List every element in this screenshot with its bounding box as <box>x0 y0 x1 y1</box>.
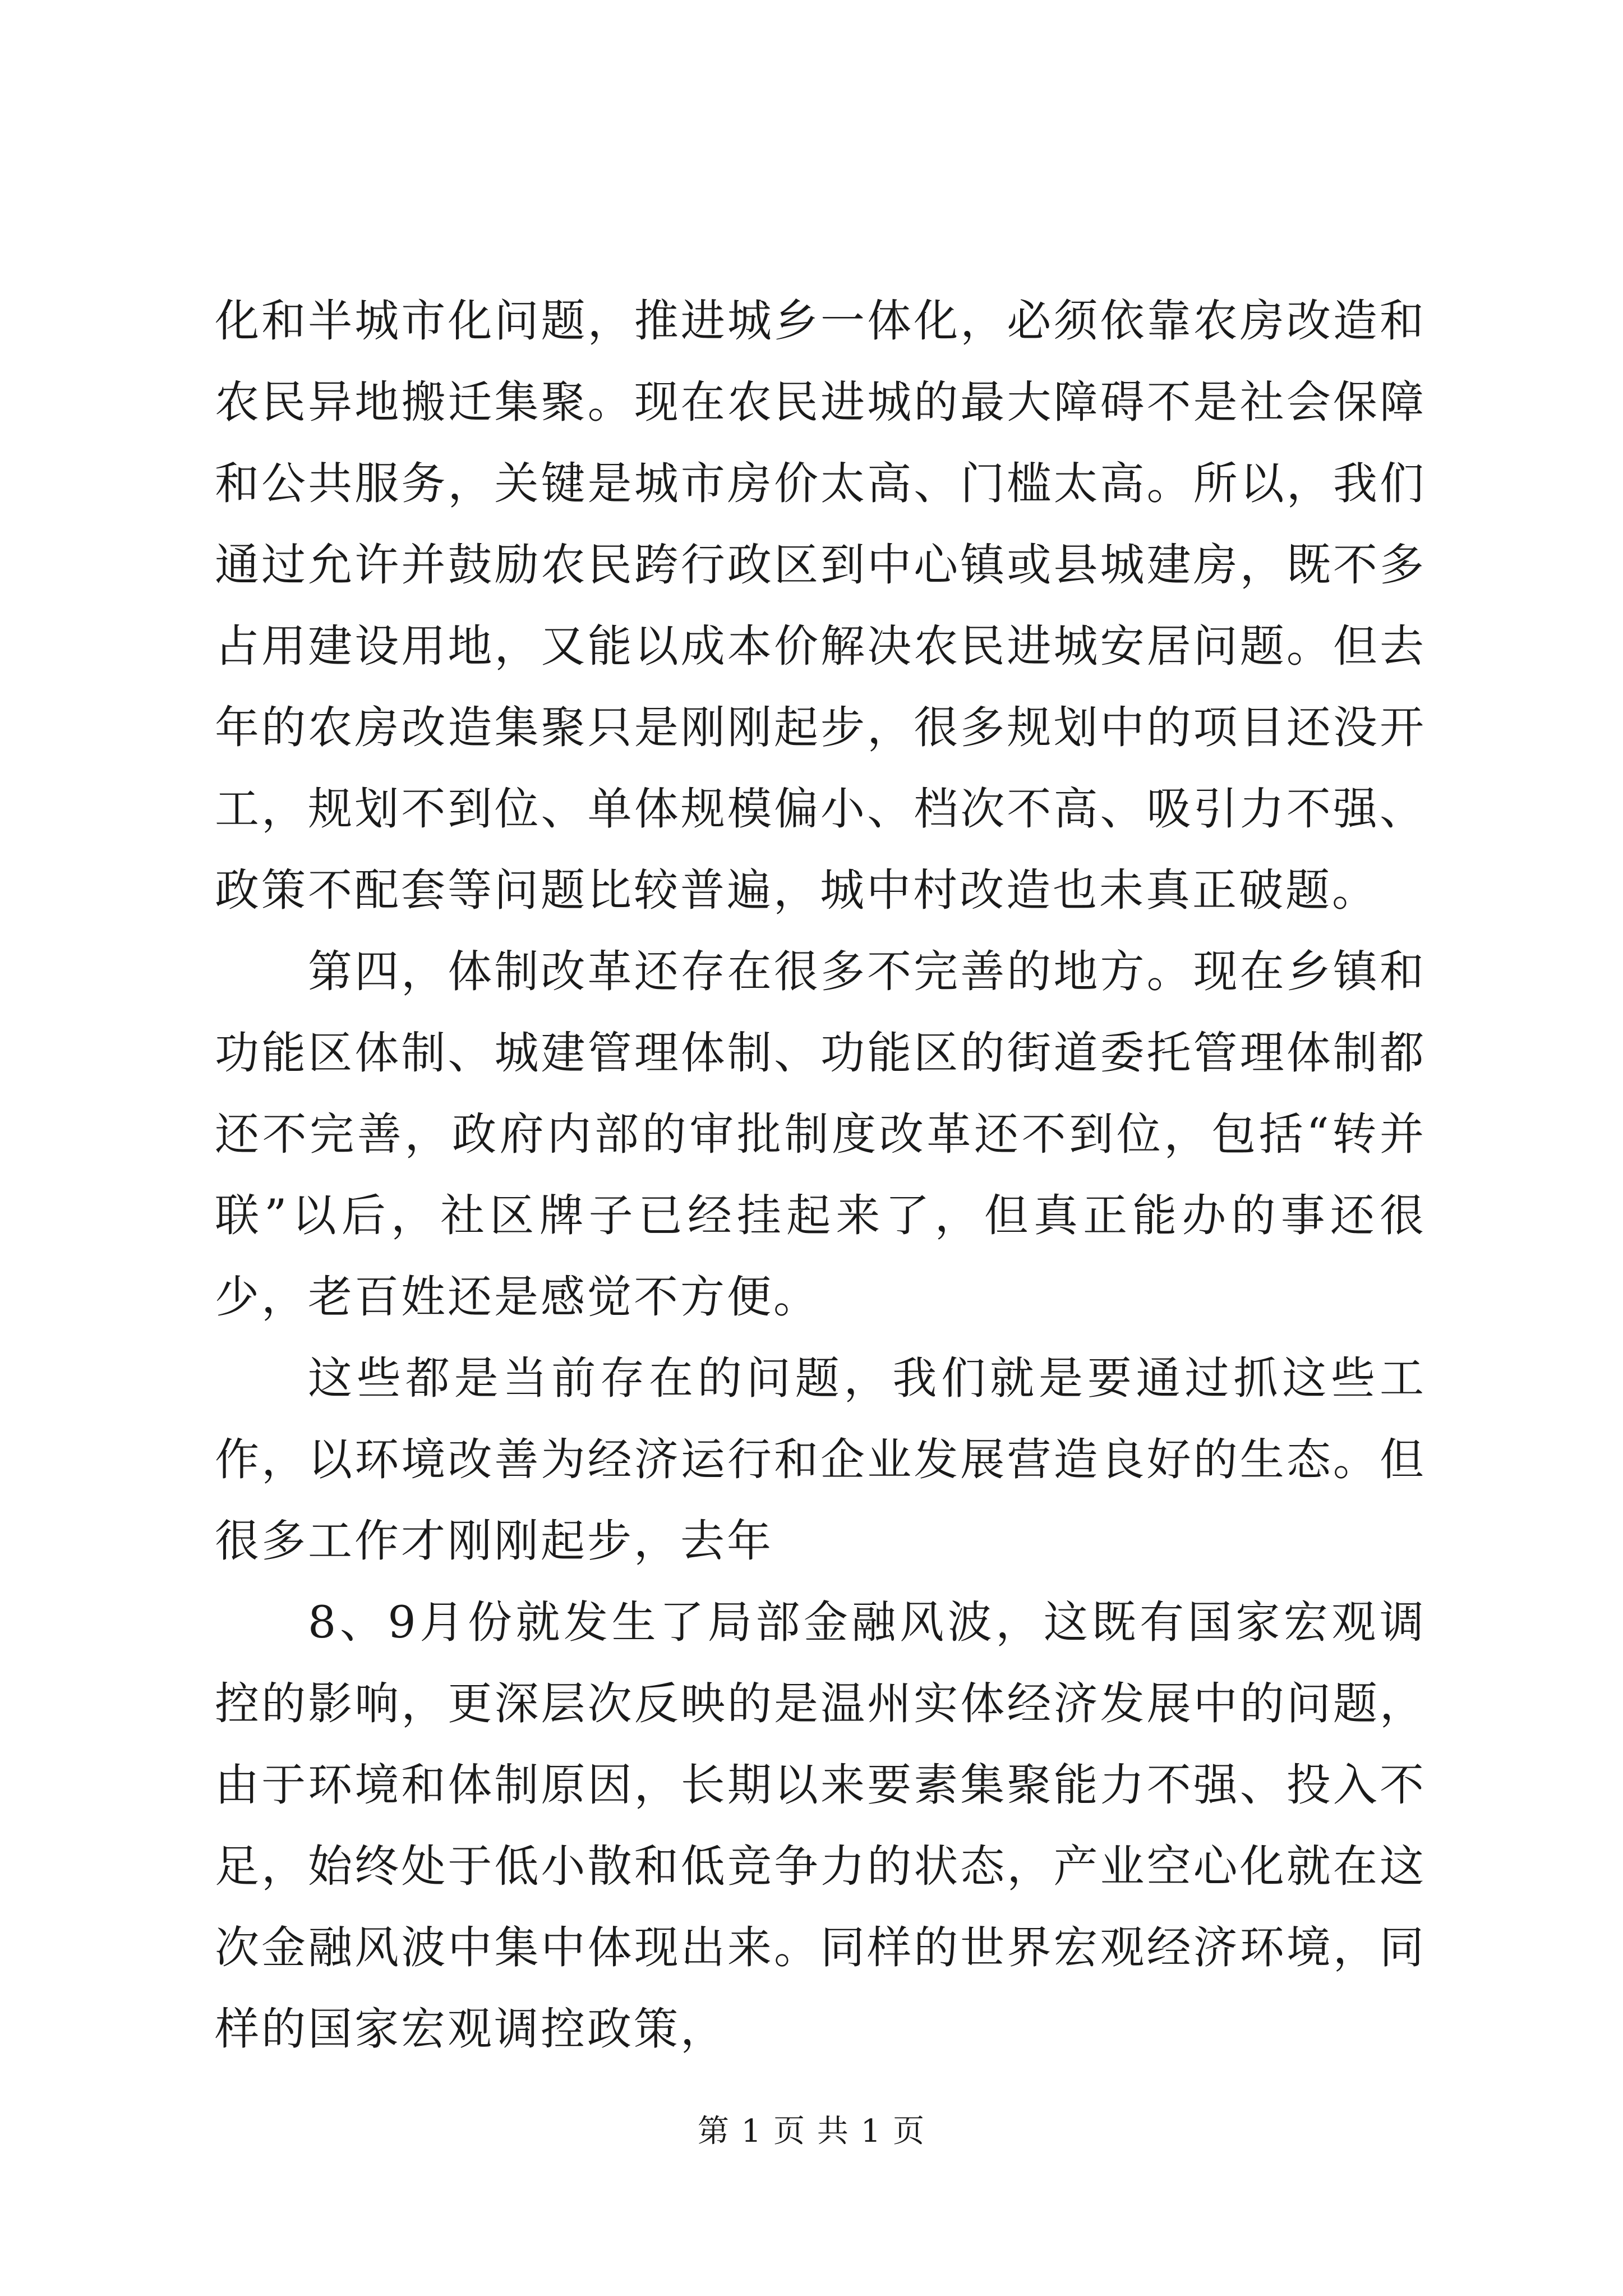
page-footer: 第 1 页 共 1 页 <box>697 2113 926 2150</box>
paragraph-4: 8、9月份就发生了局部金融风波，这既有国家宏观调控的影响，更深层次反映的是温州实体经济发展中的问题，由于环境和体制原因，长期以来要素集聚能力不强、投入不足，始终处于低小散和低竞争力的状态，产业空心化就在这次金融风波中集中体现出来。同样的世界宏观经济环境，同样的国家宏观调控政策， <box>215 1596 1426 2055</box>
paragraph-1: 化和半城市化问题，推进城乡一体化，必须依靠农房改造和农民异地搬迁集聚。现在农民进城的最大障碍不是社会保障和公共服务，关键是城市房价太高、门槛太高。所以，我们通过允许并鼓励农民跨行政区到中心镇或县城建房，既不多占用建设用地，又能以成本价解决农民进城安居问题。但去年的农房改造集聚只是刚刚起步，很多规划中的项目还没开工，规划不到位、单体规模偏小、档次不高、吸引力不强、政策不配套等问题比较普遍，城中村改造也未真正破题。 <box>215 295 1426 916</box>
paragraph-2: 第四，体制改革还存在很多不完善的地方。现在乡镇和功能区体制、城建管理体制、功能区的街道委托管理体制都还不完善，政府内部的审批制度改革还不到位，包括“转并联”以后，社区牌子已经挂起来了，但真正能办的事还很少，老百姓还是感觉不方便。 <box>215 946 1426 1323</box>
document-body <box>215 280 1426 2070</box>
paragraph-3: 这些都是当前存在的问题，我们就是要通过抓这些工作，以环境改善为经济运行和企业发展营造良好的生态。但很多工作才刚刚起步，去年 <box>215 1352 1426 1567</box>
